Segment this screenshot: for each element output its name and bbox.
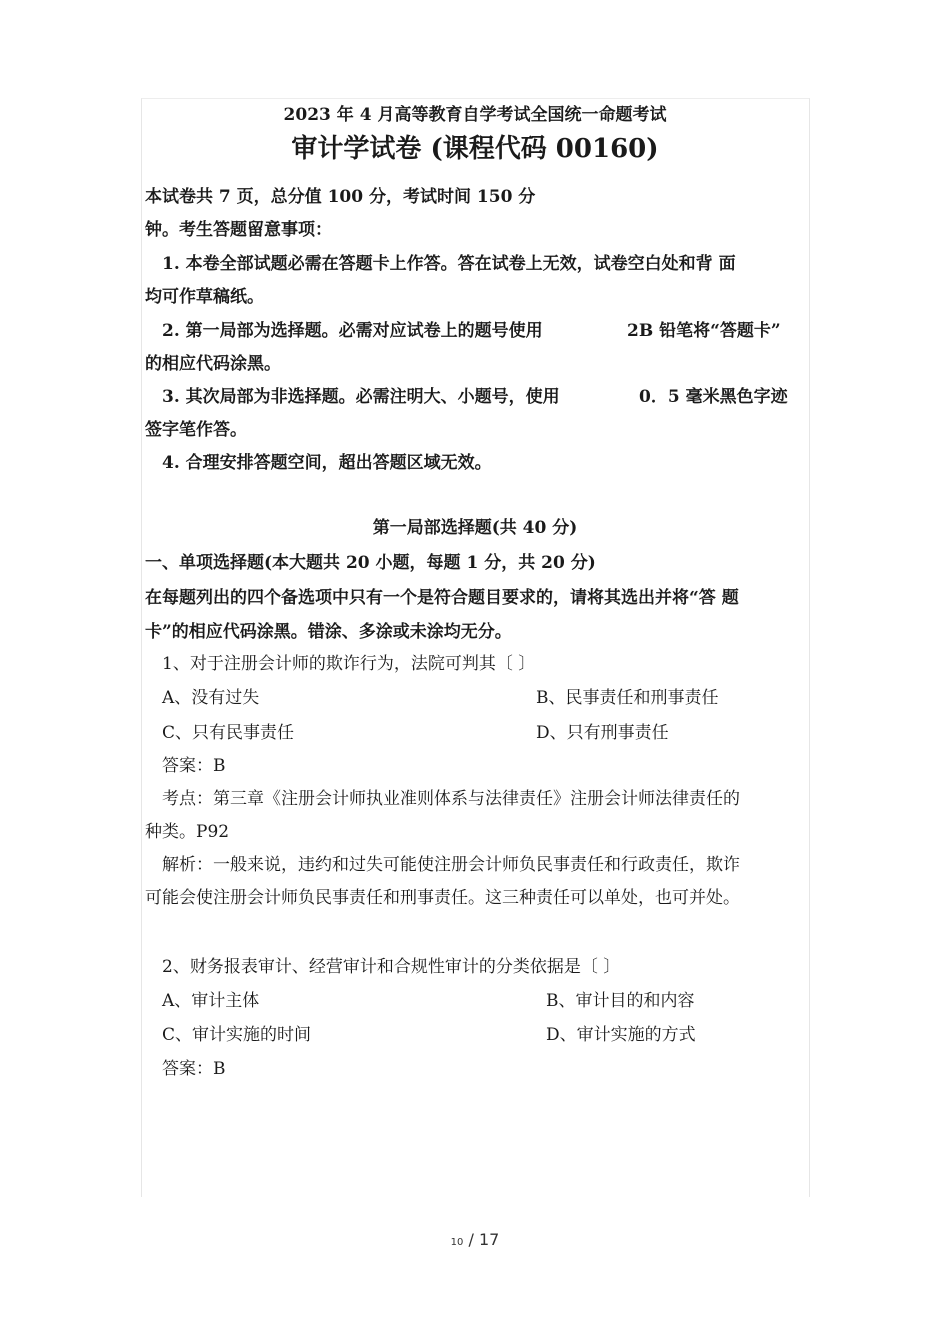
question-1-point: 考点：第三章《注册会计师执业准则体系与法律责任》注册会计师法律责任的 xyxy=(162,789,740,809)
question-1-answer: 答案：B xyxy=(162,756,226,776)
note-2-part: 2B 铅笔将“答题卡” xyxy=(627,321,781,341)
intro-line: 钟。考生答题留意事项： xyxy=(145,220,332,240)
question-1-option-c: C、只有民事责任 xyxy=(162,723,295,743)
question-1-explanation-cont: 可能会使注册会计师负民事责任和刑事责任。这三种责任可以单处，也可并处。 xyxy=(145,888,740,908)
question-2-option-c: C、审计实施的时间 xyxy=(162,1025,312,1045)
note-3-part: 0．5 毫米黑色字迹 xyxy=(639,387,788,407)
page-number xyxy=(0,1230,950,1249)
exam-title: 审计学试卷 (课程代码 00160) xyxy=(291,134,659,164)
question-1-point-cont: 种类。P92 xyxy=(145,822,230,842)
note-3: 3. 其次局部为非选择题。必需注明大、小题号，使用 xyxy=(162,387,560,407)
question-1-stem: 1、对于注册会计师的欺诈行为，法院可判其〔 〕 xyxy=(162,654,536,674)
exam-header: 2023 年 4 月高等教育自学考试全国统一命题考试 xyxy=(283,105,667,125)
note-2-cont: 的相应代码涂黑。 xyxy=(145,354,281,374)
total-pages: / 17 xyxy=(468,1230,500,1249)
part-heading: 一、单项选择题(本大题共 20 小题，每题 1 分，共 20 分) xyxy=(145,553,596,573)
current-page: 10 xyxy=(450,1237,464,1248)
question-2-option-a: A、审计主体 xyxy=(162,991,260,1011)
note-3-cont: 签字笔作答。 xyxy=(145,420,247,440)
intro-line: 本试卷共 7 页，总分值 100 分，考试时间 150 分 xyxy=(145,187,536,207)
question-1-explanation: 解析：一般来说，违约和过失可能使注册会计师负民事责任和行政责任，欺诈 xyxy=(162,855,740,875)
question-2-answer: 答案：B xyxy=(162,1059,226,1079)
note-1-cont: 均可作草稿纸。 xyxy=(145,287,264,307)
question-1-option-d: D、只有刑事责任 xyxy=(536,723,669,743)
instructions-cont: 卡”的相应代码涂黑。错涂、多涂或未涂均无分。 xyxy=(145,622,512,642)
note-1: 1. 本卷全部试题必需在答题卡上作答。答在试卷上无效，试卷空白处和背 面 xyxy=(162,254,736,274)
question-2-option-d: D、审计实施的方式 xyxy=(546,1025,696,1045)
question-2-option-b: B、审计目的和内容 xyxy=(546,991,695,1011)
section-title: 第一局部选择题(共 40 分) xyxy=(372,518,578,538)
question-2-stem: 2、财务报表审计、经营审计和合规性审计的分类依据是〔 〕 xyxy=(162,957,621,977)
question-1-option-a: A、没有过失 xyxy=(162,688,260,708)
instructions: 在每题列出的四个备选项中只有一个是符合题目要求的，请将其选出并将“答 题 xyxy=(145,588,739,608)
note-4: 4. 合理安排答题空间，超出答题区域无效。 xyxy=(162,453,492,473)
note-2: 2. 第一局部为选择题。必需对应试卷上的题号使用 xyxy=(162,321,543,341)
question-1-option-b: B、民事责任和刑事责任 xyxy=(536,688,719,708)
